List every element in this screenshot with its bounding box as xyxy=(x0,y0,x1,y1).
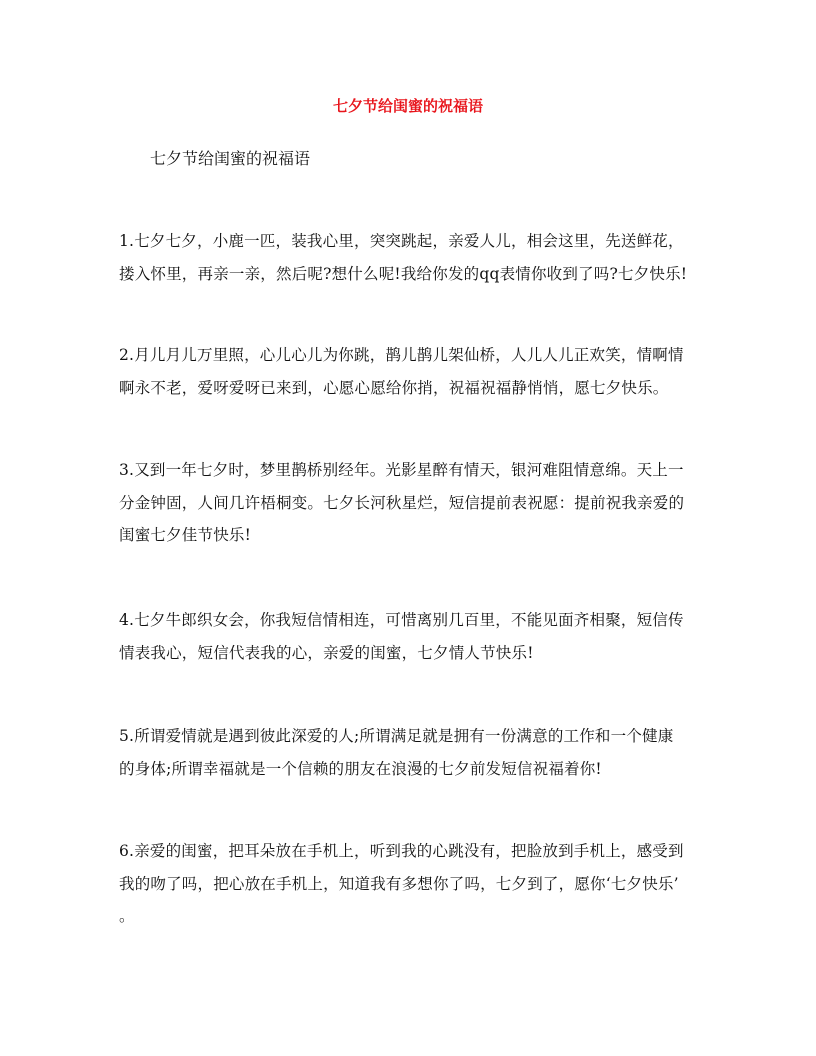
paragraph-line: 5.所谓爱情就是遇到彼此深爱的人;所谓满足就是拥有一份满意的工作和一个健康 xyxy=(119,727,674,745)
paragraph-line: 搂入怀里，再亲一亲，然后呢?想什么呢!我给你发的qq表情你收到了吗?七夕快乐! xyxy=(119,264,688,283)
paragraph-line: 3.又到一年七夕时，梦里鹊桥别经年。光影星醉有情天，银河难阻情意绵。天上一 xyxy=(119,461,684,479)
paragraph-line: 4.七夕牛郎织女会，你我短信情相连，可惜离别几百里，不能见面齐相聚，短信传 xyxy=(119,611,684,629)
paragraph-line: 的身体;所谓幸福就是一个信赖的朋友在浪漫的七夕前发短信祝福着你! xyxy=(119,759,602,778)
paragraph-line: 情表我心，短信代表我的心，亲爱的闺蜜，七夕情人节快乐! xyxy=(119,643,534,662)
paragraph-line: 分金钟固，人间几许梧桐变。七夕长河秋星烂，短信提前表祝愿：提前祝我亲爱的 xyxy=(119,493,685,512)
paragraph-line: 。 xyxy=(119,907,135,925)
paragraph-4 xyxy=(119,604,699,669)
paragraph-line: 闺蜜七夕佳节快乐! xyxy=(119,526,252,544)
paragraph-2 xyxy=(119,339,699,404)
document-title: 七夕节给闺蜜的祝福语 xyxy=(332,97,483,115)
paragraph-line: 2.月儿月儿万里照，心儿心儿为你跳，鹊儿鹊儿架仙桥，人儿人儿正欢笑，情啊情 xyxy=(119,346,684,364)
paragraph-line: 6.亲爱的闺蜜，把耳朵放在手机上，听到我的心跳没有，把脸放到手机上，感受到 xyxy=(119,842,684,860)
paragraph-3 xyxy=(119,454,699,552)
paragraph-1 xyxy=(119,225,699,290)
paragraph-6 xyxy=(119,835,699,933)
paragraph-line: 啊永不老，爱呀爱呀已来到，心愿心愿给你捎，祝福祝福静悄悄，愿七夕快乐。 xyxy=(119,378,669,397)
paragraph-5 xyxy=(119,720,699,785)
paragraph-line: 我的吻了吗，把心放在手机上，知道我有多想你了吗，七夕到了，愿你‘七夕快乐’ xyxy=(119,874,679,893)
document-subtitle: 七夕节给闺蜜的祝福语 xyxy=(150,149,311,168)
paragraph-line: 1.七夕七夕，小鹿一匹，装我心里，突突跳起，亲爱人儿，相会这里，先送鲜花， xyxy=(119,232,684,250)
